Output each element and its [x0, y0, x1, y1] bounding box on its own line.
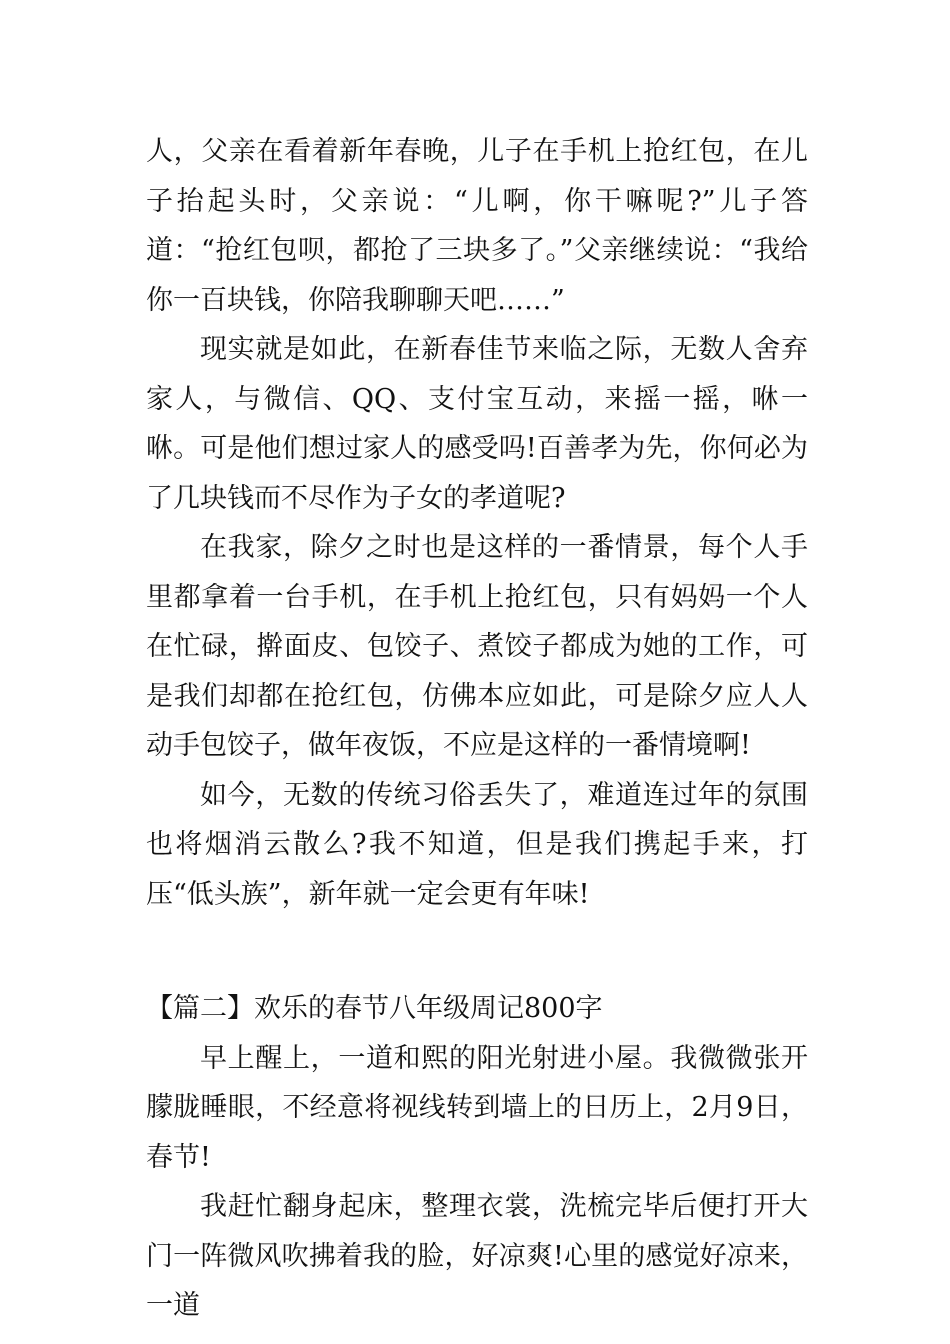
section-title: 【篇二】欢乐的春节八年级周记800字 [146, 993, 603, 1024]
paragraph: 在我家，除夕之时也是这样的一番情景，每个人手里都拿着一台手机，在手机上抢红包，只有妈妈一个人在忙碌，擀面皮、包饺子、煮饺子都成为她的工作，可是我们却都在抢红包，仿佛本应如此，可是除夕应人人动手包饺子，做年夜饭，不应是这样的一番情境啊! [146, 532, 808, 761]
document-body [146, 127, 808, 1331]
paragraph: 我赶忙翻身起床，整理衣裳，洗梳完毕后便打开大门一阵微风吹拂着我的脸，好凉爽!心里的感觉好凉来，一道 [146, 1191, 808, 1321]
paragraph: 早上醒上，一道和熙的阳光射进小屋。我微微张开朦胧睡眼，不经意将视线转到墙上的日历上，2月9日，春节! [146, 1042, 808, 1173]
paragraph-continuation: 人，父亲在看着新年春晚，儿子在手机上抢红包，在儿子抬起头时，父亲说：“儿啊，你干嘛呢?”儿子答道：“抢红包呗，都抢了三块多了。”父亲继续说：“我给你一百块钱，你陪我聊聊天吧……” [146, 136, 808, 316]
paragraph: 如今，无数的传统习俗丢失了，难道连过年的氛围也将烟消云散么?我不知道，但是我们携起手来，打压“低头族”，新年就一定会更有年味! [146, 779, 808, 910]
paragraph: 现实就是如此，在新春佳节来临之际，无数人舍弃家人，与微信、QQ、支付宝互动，来摇一摇，咻一咻。可是他们想过家人的感受吗!百善孝为先，你何必为了几块钱而不尽作为子女的孝道呢? [146, 334, 808, 514]
